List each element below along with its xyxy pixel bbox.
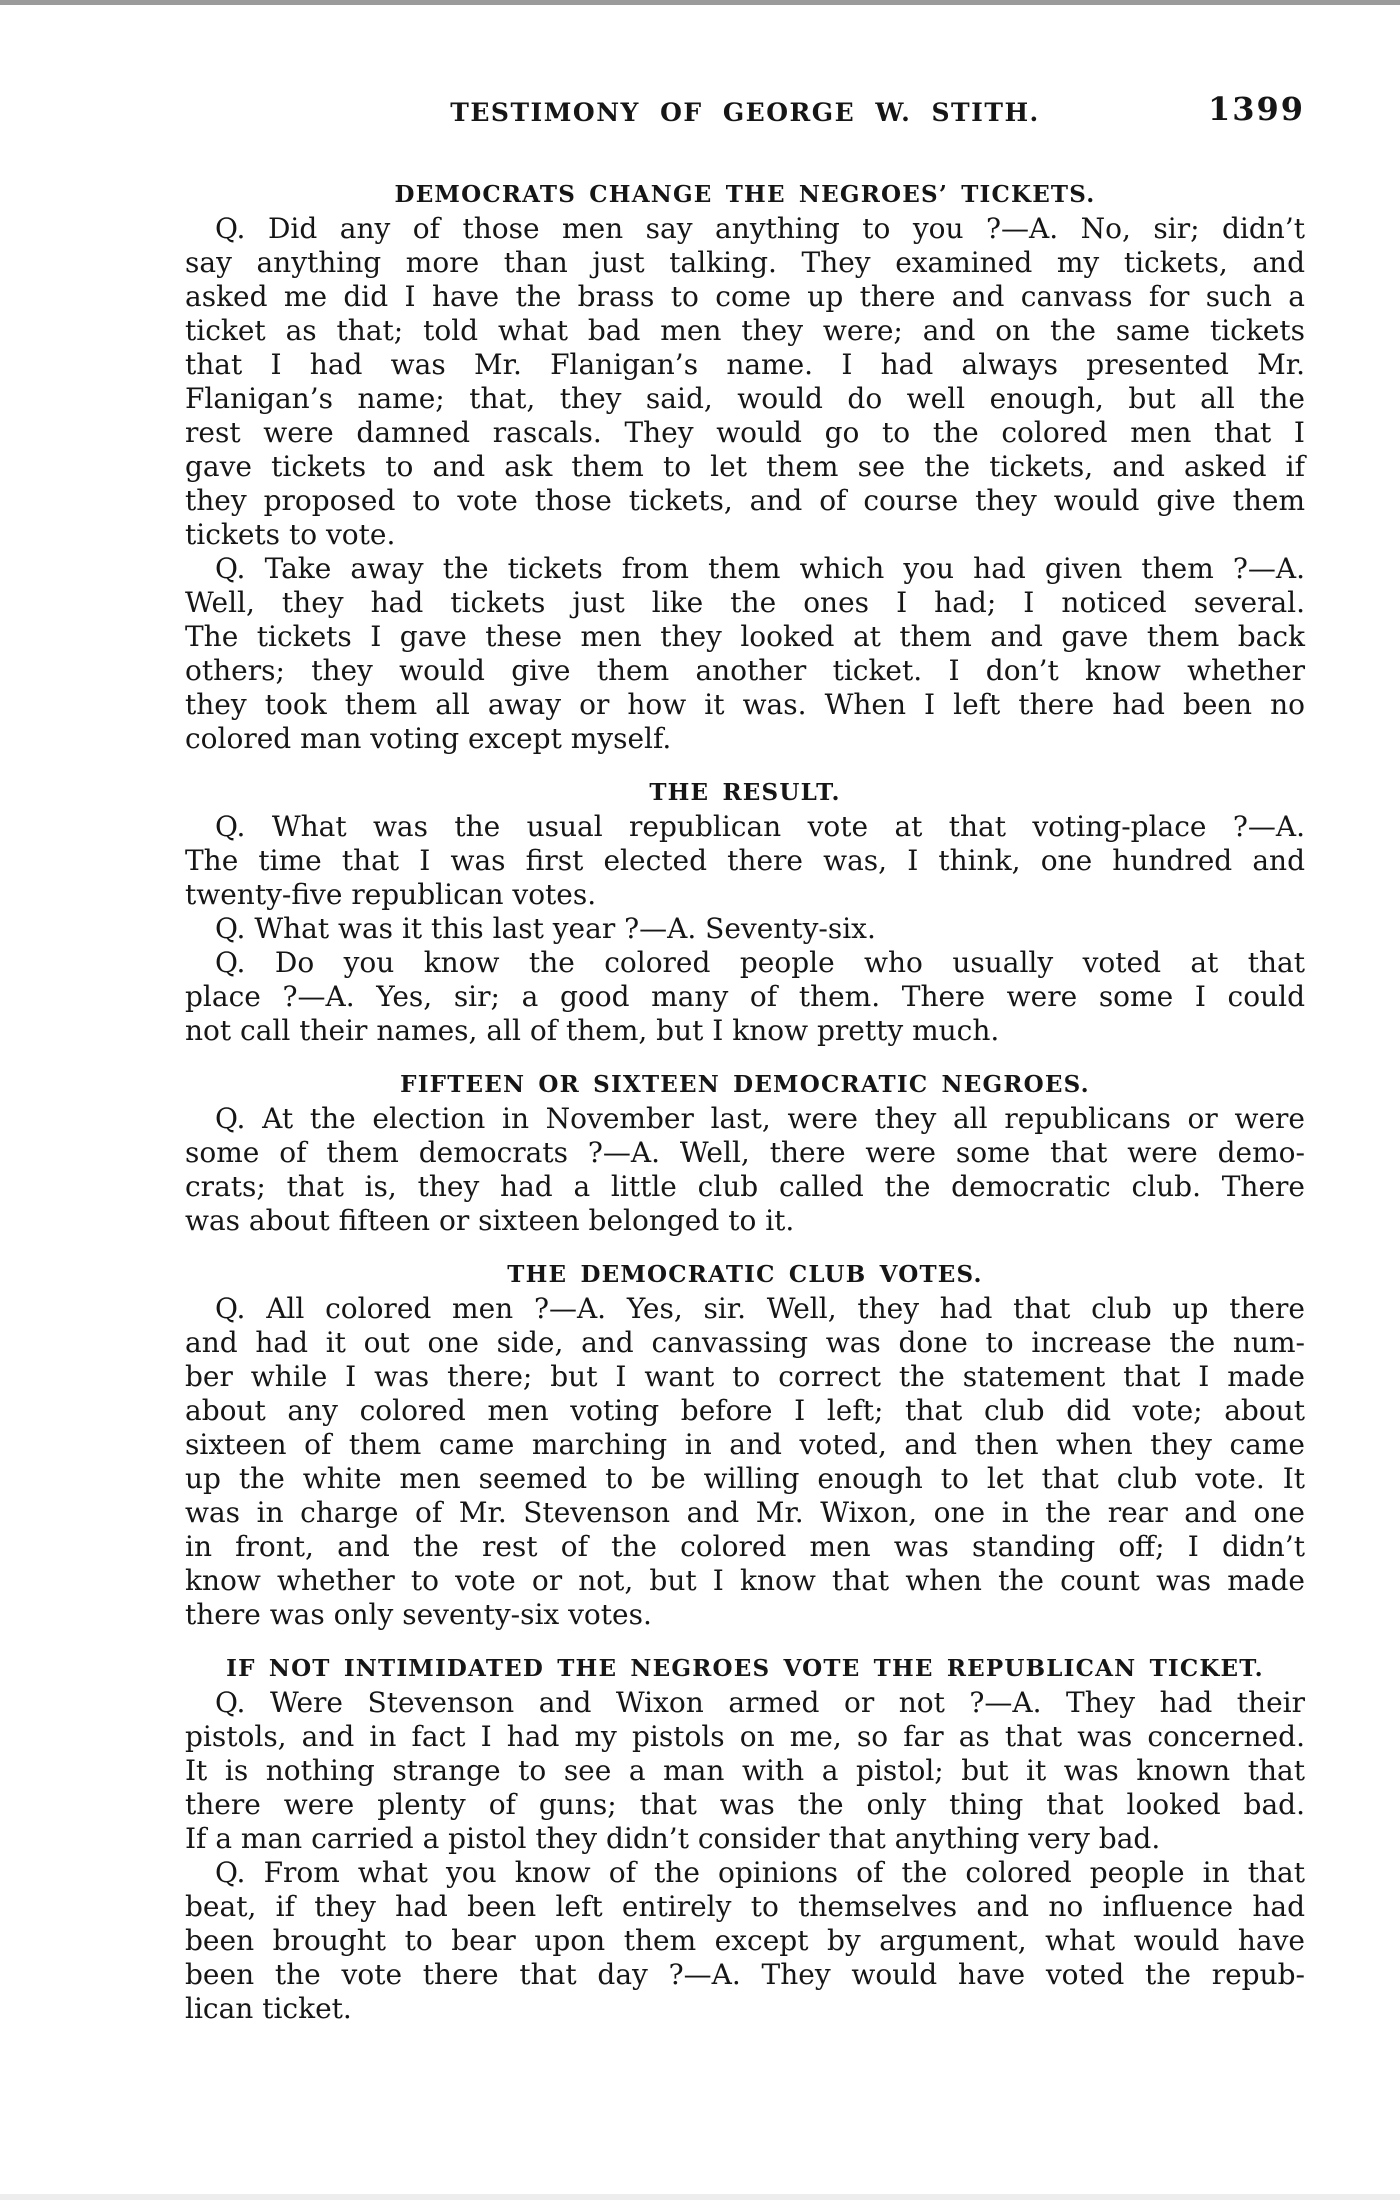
text-line: lican ticket. — [185, 1992, 352, 2025]
document-section — [185, 1068, 1305, 1238]
section-heading: IF NOT INTIMIDATED THE NEGROES VOTE THE REPUBLICAN TICKET. — [226, 1655, 1264, 1682]
text-line: others; they would give them another ticket. I don’t know whether — [185, 654, 1305, 687]
text-line: and had it out one side, and canvassing was done to increase the num- — [185, 1326, 1305, 1359]
text-line: rest were damned rascals. They would go to the colored men that I — [185, 416, 1305, 449]
text-column — [185, 0, 1305, 2026]
text-line: there were plenty of guns; that was the only thing that looked bad. — [185, 1788, 1305, 1821]
sections — [185, 178, 1305, 2026]
paragraph — [185, 212, 1305, 552]
text-line: The tickets I gave these men they looked at them and gave them back — [185, 620, 1305, 653]
text-line: Q. From what you know of the opinions of the colored people in that — [215, 1856, 1305, 1889]
text-line: about any colored men voting before I left; that club did vote; about — [185, 1394, 1305, 1427]
text-line: Q. Take away the tickets from them which you had given them ?—A. — [215, 552, 1305, 585]
document-section — [185, 178, 1305, 756]
text-line: ber while I was there; but I want to correct the statement that I made — [185, 1360, 1305, 1393]
text-line: colored man voting except myself. — [185, 722, 672, 755]
text-line: that I had was Mr. Flanigan’s name. I had always presented Mr. — [185, 348, 1305, 381]
text-line: place ?—A. Yes, sir; a good many of them. There were some I could — [185, 980, 1305, 1013]
text-line: been the vote there that day ?—A. They would have voted the repub- — [185, 1958, 1305, 1991]
text-line: was in charge of Mr. Stevenson and Mr. Wixon, one in the rear and one — [185, 1496, 1305, 1529]
text-line: in front, and the rest of the colored men was standing off; I didn’t — [185, 1530, 1305, 1563]
document-section — [185, 1652, 1305, 2026]
text-line: up the white men seemed to be willing enough to let that club vote. It — [185, 1462, 1305, 1495]
section-heading: DEMOCRATS CHANGE THE NEGROES’ TICKETS. — [394, 181, 1096, 208]
text-line: Q. Do you know the colored people who usually voted at that — [215, 946, 1305, 979]
text-line: know whether to vote or not, but I know that when the count was made — [185, 1564, 1305, 1597]
paragraph — [185, 1292, 1305, 1632]
text-line: say anything more than just talking. They examined my tickets, and — [185, 246, 1305, 279]
text-line: It is nothing strange to see a man with a pistol; but it was known that — [185, 1754, 1305, 1787]
paragraph — [185, 1686, 1305, 1856]
scan-edge-bottom — [0, 2194, 1400, 2200]
page-number: 1399 — [1207, 90, 1305, 128]
paragraph — [185, 552, 1305, 756]
paragraph — [185, 1102, 1305, 1238]
text-line: Well, they had tickets just like the ones I had; I noticed several. — [185, 586, 1305, 619]
text-line: not call their names, all of them, but I know pretty much. — [185, 1014, 1000, 1047]
document-section — [185, 1258, 1305, 1632]
text-line: Q. All colored men ?—A. Yes, sir. Well, they had that club up there — [215, 1292, 1305, 1325]
text-line: gave tickets to and ask them to let them see the tickets, and asked if — [185, 450, 1305, 483]
text-line: asked me did I have the brass to come up there and canvass for such a — [185, 280, 1305, 313]
text-line: tickets to vote. — [185, 518, 396, 551]
section-heading: THE RESULT. — [649, 779, 841, 806]
text-line: some of them democrats ?—A. Well, there were some that were demo- — [185, 1136, 1305, 1169]
text-line: twenty-five republican votes. — [185, 878, 597, 911]
text-line: Q. At the election in November last, were they all republicans or were — [215, 1102, 1305, 1135]
section-heading: THE DEMOCRATIC CLUB VOTES. — [507, 1261, 983, 1288]
text-line: crats; that is, they had a little club called the democratic club. There — [185, 1170, 1305, 1203]
text-line: pistols, and in fact I had my pistols on me, so far as that was concerned. — [185, 1720, 1305, 1753]
text-line: If a man carried a pistol they didn’t consider that anything very bad. — [185, 1822, 1161, 1855]
text-line: was about fifteen or sixteen belonged to it. — [185, 1204, 795, 1237]
text-line: ticket as that; told what bad men they were; and on the same tickets — [185, 314, 1305, 347]
text-line: they proposed to vote those tickets, and of course they would give them — [185, 484, 1305, 517]
paragraph — [185, 946, 1305, 1048]
text-line: Q. Were Stevenson and Wixon armed or not ?—A. They had their — [215, 1686, 1305, 1719]
running-head: TESTIMONY OF GEORGE W. STITH. — [450, 98, 1040, 127]
text-line: Q. What was the usual republican vote at that voting-place ?—A. — [215, 810, 1305, 843]
paragraph — [185, 1856, 1305, 2026]
paragraph — [185, 810, 1305, 912]
document-section — [185, 776, 1305, 1048]
section-heading: FIFTEEN OR SIXTEEN DEMOCRATIC NEGROES. — [400, 1071, 1090, 1098]
text-line: there was only seventy-six votes. — [185, 1598, 652, 1631]
text-line: Flanigan’s name; that, they said, would do well enough, but all the — [185, 382, 1305, 415]
text-line: Q. What was it this last year ?—A. Seventy-six. — [215, 912, 876, 945]
text-line: been brought to bear upon them except by argument, what would have — [185, 1924, 1305, 1957]
text-line: sixteen of them came marching in and voted, and then when they came — [185, 1428, 1305, 1461]
text-line: Q. Did any of those men say anything to you ?—A. No, sir; didn’t — [215, 212, 1305, 245]
text-line: The time that I was first elected there was, I think, one hundred and — [185, 844, 1305, 877]
text-line: they took them all away or how it was. When I left there had been no — [185, 688, 1305, 721]
paragraph — [185, 912, 1305, 946]
text-line: beat, if they had been left entirely to themselves and no influence had — [185, 1890, 1305, 1923]
page-header — [185, 90, 1305, 130]
